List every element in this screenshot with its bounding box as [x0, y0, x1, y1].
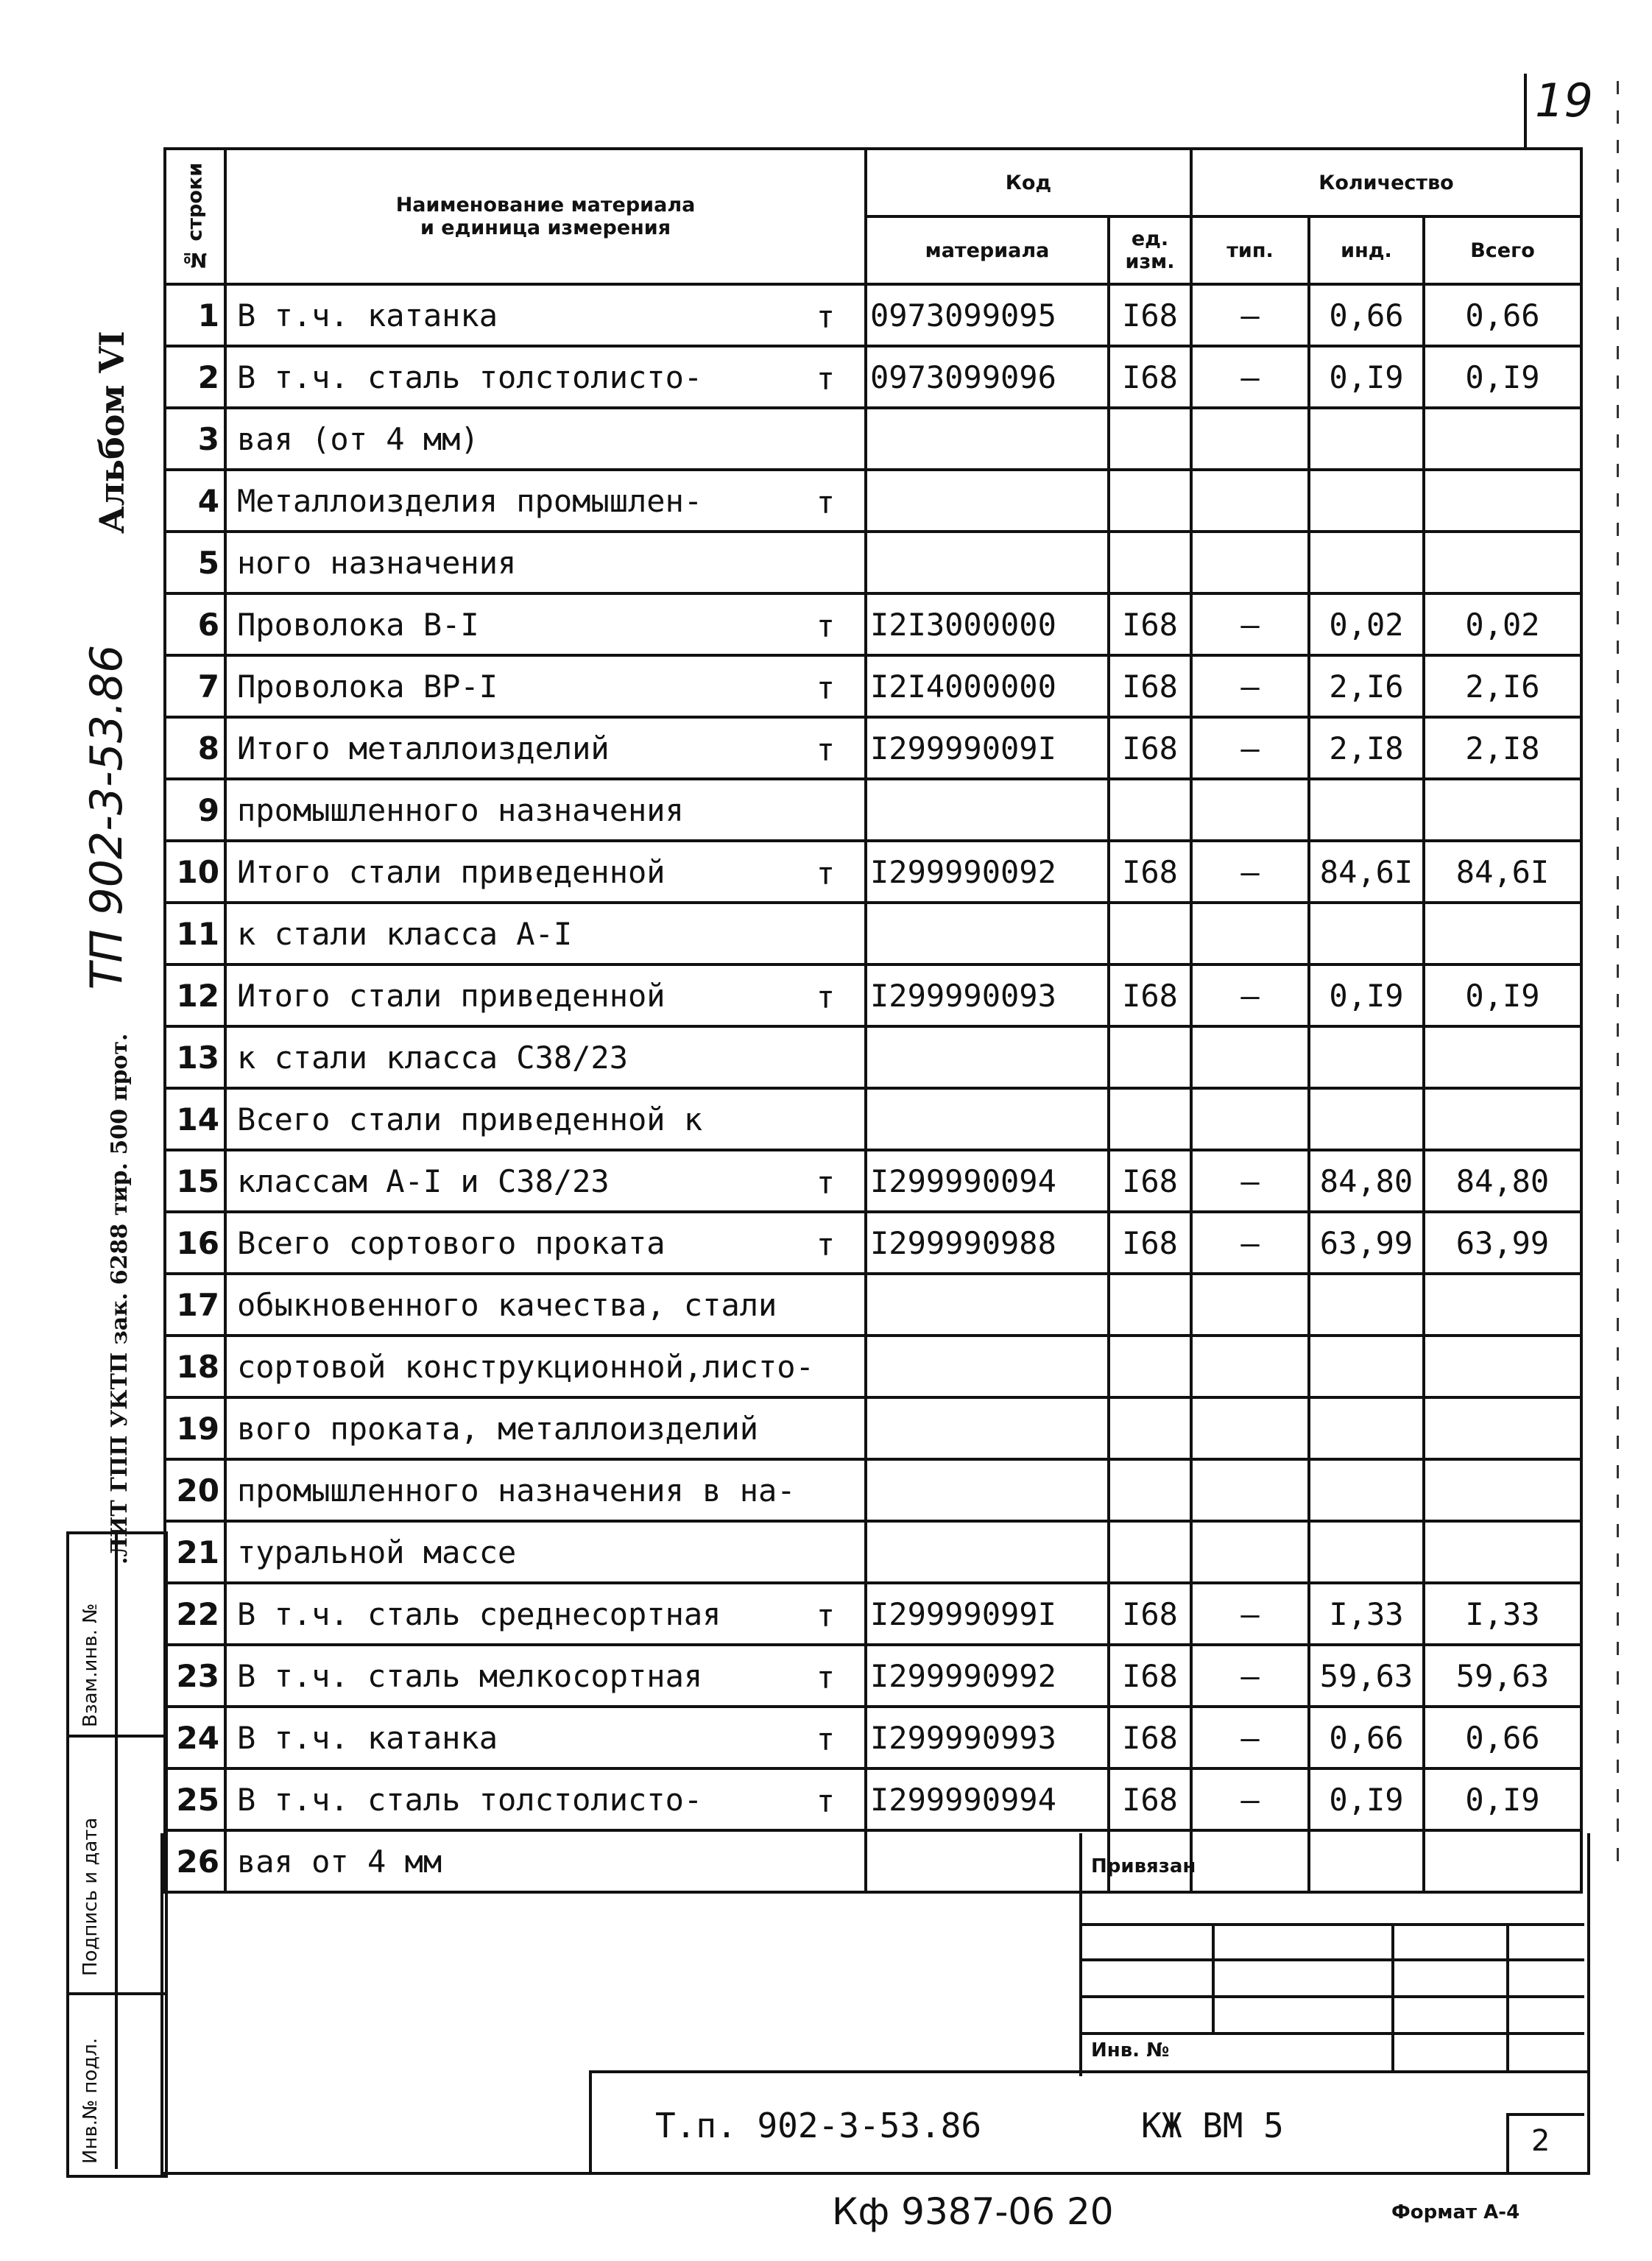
table-row: [165, 1274, 1581, 1336]
row-unit-code: [1109, 1274, 1191, 1336]
row-number: 12: [165, 964, 225, 1026]
row-qty-ind: [1309, 1088, 1424, 1150]
row-unit-code: I68: [1109, 1645, 1191, 1707]
material-unit: т: [816, 1227, 835, 1263]
stamp-divider: [69, 1735, 165, 1738]
row-qty-typ: [1191, 408, 1309, 470]
row-material-name: [225, 1026, 866, 1088]
row-qty-ind: [1309, 1521, 1424, 1583]
header-code-unit: ед. изм.: [1109, 216, 1191, 284]
row-number: 13: [165, 1026, 225, 1088]
row-material-name: [225, 1459, 866, 1521]
row-material-code: [866, 470, 1109, 532]
table-row: [165, 532, 1581, 593]
row-number: 22: [165, 1583, 225, 1645]
row-material-code: I299990992: [866, 1645, 1109, 1707]
privyazan-label: Привязан: [1091, 1855, 1196, 1877]
row-qty-typ: –: [1191, 655, 1309, 717]
row-number: 3: [165, 408, 225, 470]
row-qty-total: [1424, 1397, 1581, 1459]
row-unit-code: I68: [1109, 593, 1191, 655]
row-material-code: I2I4000000: [866, 655, 1109, 717]
material-name-text: промышленного назначения в на-: [237, 1472, 796, 1509]
material-unit: т: [816, 484, 835, 521]
row-qty-ind: [1309, 1397, 1424, 1459]
row-unit-code: [1109, 1026, 1191, 1088]
row-material-name: [225, 1336, 866, 1397]
row-number: 26: [165, 1830, 225, 1892]
document-code: Т.п. 902-3-53.86: [655, 2106, 982, 2145]
material-name-text: обыкновенного качества, стали: [237, 1286, 777, 1323]
row-material-name: [225, 1707, 866, 1768]
row-number: 1: [165, 284, 225, 346]
row-material-code: I299990988: [866, 1212, 1109, 1274]
row-qty-typ: –: [1191, 1768, 1309, 1830]
table-row: [165, 841, 1581, 903]
row-material-code: [866, 1026, 1109, 1088]
row-qty-total: [1424, 1026, 1581, 1088]
material-name-text: Металлоизделия промышлен-: [237, 482, 703, 519]
header-code-material: материала: [866, 216, 1109, 284]
row-material-name: [225, 1397, 866, 1459]
row-qty-total: [1424, 1088, 1581, 1150]
row-qty-ind: [1309, 532, 1424, 593]
row-material-code: I299990093: [866, 964, 1109, 1026]
row-number: 25: [165, 1768, 225, 1830]
row-qty-typ: [1191, 779, 1309, 841]
material-unit: т: [816, 299, 835, 335]
footer-format: Формат А-4: [1391, 2201, 1520, 2223]
row-qty-typ: –: [1191, 593, 1309, 655]
row-qty-ind: 0,02: [1309, 593, 1424, 655]
row-qty-ind: [1309, 470, 1424, 532]
row-material-name: [225, 346, 866, 408]
table-row: [165, 655, 1581, 717]
table-row: [165, 1768, 1581, 1830]
row-material-name: [225, 841, 866, 903]
row-unit-code: [1109, 408, 1191, 470]
row-qty-ind: [1309, 408, 1424, 470]
row-qty-typ: [1191, 1336, 1309, 1397]
stamp-divider: [69, 1992, 165, 1995]
row-material-name: [225, 1088, 866, 1150]
material-name-text: Итого стали приведенной: [237, 977, 666, 1014]
row-qty-ind: 0,I9: [1309, 346, 1424, 408]
row-qty-typ: [1191, 532, 1309, 593]
row-qty-ind: 2,I8: [1309, 717, 1424, 779]
row-qty-total: [1424, 470, 1581, 532]
material-unit: т: [816, 608, 835, 644]
row-qty-ind: 0,66: [1309, 1707, 1424, 1768]
row-qty-total: [1424, 779, 1581, 841]
material-name-text: Всего сортового проката: [237, 1224, 666, 1261]
material-name-text: туральной массе: [237, 1534, 517, 1570]
row-unit-code: I68: [1109, 1583, 1191, 1645]
row-material-code: I299990994: [866, 1768, 1109, 1830]
row-number: 20: [165, 1459, 225, 1521]
row-unit-code: I68: [1109, 841, 1191, 903]
row-qty-total: 0,02: [1424, 593, 1581, 655]
row-material-name: [225, 779, 866, 841]
row-qty-ind: 2,I6: [1309, 655, 1424, 717]
row-qty-total: 59,63: [1424, 1645, 1581, 1707]
row-material-code: [866, 1088, 1109, 1150]
row-material-name: [225, 1521, 866, 1583]
row-unit-code: [1109, 1459, 1191, 1521]
material-unit: т: [816, 1783, 835, 1819]
project-stamp: ТП 902-3-53.86: [81, 644, 133, 990]
row-number: 4: [165, 470, 225, 532]
material-unit: т: [816, 1165, 835, 1201]
row-qty-ind: 0,I9: [1309, 1768, 1424, 1830]
material-unit: т: [816, 1721, 835, 1757]
row-qty-total: [1424, 532, 1581, 593]
row-material-code: [866, 532, 1109, 593]
row-material-name: [225, 1150, 866, 1212]
material-name-text: В т.ч. катанка: [237, 1719, 498, 1756]
row-material-name: [225, 655, 866, 717]
row-material-code: [866, 1274, 1109, 1336]
header-qty-total: Всего: [1424, 216, 1581, 284]
order-stamp: .ЛИТ ГПП УКТП зак. 6288 тир. 500 прот.: [107, 1033, 133, 1565]
table-row: [165, 1026, 1581, 1088]
material-name-text: В т.ч. сталь толстолисто-: [237, 359, 703, 395]
row-unit-code: [1109, 1088, 1191, 1150]
stamp-sign-date: Подпись и дата: [80, 1817, 102, 1976]
row-material-code: I299990092: [866, 841, 1109, 903]
row-qty-total: [1424, 1521, 1581, 1583]
material-name-text: сортовой конструкционной,листо-: [237, 1348, 814, 1385]
row-qty-total: 84,80: [1424, 1150, 1581, 1212]
specification-table: [163, 147, 1583, 1894]
row-qty-typ: –: [1191, 1645, 1309, 1707]
row-number: 5: [165, 532, 225, 593]
table-row: [165, 903, 1581, 964]
row-qty-total: 0,I9: [1424, 346, 1581, 408]
material-name-text: Проволока ВР-I: [237, 668, 498, 705]
material-unit: т: [816, 1598, 835, 1634]
document-mark: КЖ ВМ 5: [1141, 2106, 1284, 2145]
material-name-text: В т.ч. сталь мелкосортная: [237, 1657, 703, 1694]
row-material-name: [225, 1768, 866, 1830]
row-qty-typ: [1191, 1459, 1309, 1521]
row-unit-code: I68: [1109, 1150, 1191, 1212]
row-qty-typ: –: [1191, 1212, 1309, 1274]
row-qty-total: [1424, 903, 1581, 964]
row-number: 19: [165, 1397, 225, 1459]
row-qty-typ: –: [1191, 717, 1309, 779]
table-row: [165, 593, 1581, 655]
row-material-code: [866, 1459, 1109, 1521]
row-material-name: [225, 1645, 866, 1707]
row-material-code: I29999099I: [866, 1583, 1109, 1645]
row-material-name: [225, 964, 866, 1026]
row-qty-total: 0,66: [1424, 1707, 1581, 1768]
row-material-code: I299990094: [866, 1150, 1109, 1212]
header-code-group: Код: [866, 149, 1191, 216]
row-material-name: [225, 408, 866, 470]
specification-body: [165, 284, 1581, 1892]
header-row-no: № строки: [165, 149, 225, 284]
row-qty-typ: [1191, 470, 1309, 532]
row-qty-ind: [1309, 1274, 1424, 1336]
row-number: 10: [165, 841, 225, 903]
material-unit: т: [816, 670, 835, 706]
material-unit: т: [816, 361, 835, 397]
row-unit-code: [1109, 532, 1191, 593]
row-qty-ind: I,33: [1309, 1583, 1424, 1645]
row-qty-total: 84,6I: [1424, 841, 1581, 903]
row-qty-typ: [1191, 1521, 1309, 1583]
material-name-text: Итого стали приведенной: [237, 853, 666, 890]
row-number: 11: [165, 903, 225, 964]
table-row: [165, 964, 1581, 1026]
row-qty-ind: [1309, 1336, 1424, 1397]
row-qty-ind: 84,80: [1309, 1150, 1424, 1212]
table-row: [165, 1707, 1581, 1768]
material-name-text: ного назначения: [237, 544, 517, 581]
row-number: 15: [165, 1150, 225, 1212]
row-qty-total: 0,66: [1424, 284, 1581, 346]
sheet-box-left: [1506, 2113, 1509, 2172]
table-row: [165, 1521, 1581, 1583]
table-row: [165, 1212, 1581, 1274]
row-qty-typ: [1191, 1088, 1309, 1150]
row-unit-code: I68: [1109, 284, 1191, 346]
row-unit-code: I68: [1109, 346, 1191, 408]
row-material-code: 0973099095: [866, 284, 1109, 346]
table-row: [165, 1583, 1581, 1645]
table-row: [165, 1397, 1581, 1459]
material-name-text: Проволока В-I: [237, 606, 479, 643]
row-number: 16: [165, 1212, 225, 1274]
table-row: [165, 1459, 1581, 1521]
row-material-code: [866, 903, 1109, 964]
material-unit: т: [816, 856, 835, 892]
table-row: [165, 1150, 1581, 1212]
row-material-name: [225, 532, 866, 593]
row-number: 18: [165, 1336, 225, 1397]
title-grid-vline: [1391, 1923, 1394, 2070]
row-number: 6: [165, 593, 225, 655]
row-unit-code: I68: [1109, 655, 1191, 717]
row-number: 24: [165, 1707, 225, 1768]
row-material-code: [866, 1521, 1109, 1583]
material-name-text: В т.ч. катанка: [237, 297, 498, 334]
row-unit-code: [1109, 1521, 1191, 1583]
right-cut-line: [1617, 81, 1619, 1877]
material-unit: т: [816, 732, 835, 768]
table-row: [165, 717, 1581, 779]
row-material-code: I2I3000000: [866, 593, 1109, 655]
sheet-box-top: [1506, 2113, 1584, 2116]
material-name-text: Всего стали приведенной к: [237, 1101, 703, 1137]
row-qty-typ: [1191, 1397, 1309, 1459]
row-material-code: [866, 408, 1109, 470]
row-material-name: [225, 1212, 866, 1274]
row-qty-total: [1424, 1274, 1581, 1336]
row-number: 8: [165, 717, 225, 779]
row-qty-total: I,33: [1424, 1583, 1581, 1645]
row-material-name: [225, 903, 866, 964]
material-name-text: В т.ч. сталь среднесортная: [237, 1595, 721, 1632]
material-name-text: вая (от 4 мм): [237, 420, 479, 457]
material-name-text: к стали класса А-I: [237, 915, 573, 952]
left-approval-stamp: [66, 1531, 168, 2178]
row-material-code: [866, 1336, 1109, 1397]
inv-no-label: Инв. №: [1091, 2039, 1170, 2061]
row-qty-ind: 84,6I: [1309, 841, 1424, 903]
row-qty-ind: 0,66: [1309, 284, 1424, 346]
table-row: [165, 1645, 1581, 1707]
row-material-name: [225, 470, 866, 532]
row-qty-total: [1424, 1459, 1581, 1521]
footer-code: Кф 9387-06 20: [832, 2190, 1114, 2233]
table-row: [165, 1088, 1581, 1150]
stamp-inv-vzam: Взам.инв. №: [80, 1603, 102, 1727]
row-unit-code: [1109, 779, 1191, 841]
material-name-text: к стали класса С38/23: [237, 1039, 629, 1076]
row-unit-code: I68: [1109, 717, 1191, 779]
row-qty-ind: [1309, 1026, 1424, 1088]
header-qty-group: Количество: [1191, 149, 1581, 216]
row-qty-typ: –: [1191, 1150, 1309, 1212]
row-qty-typ: [1191, 1274, 1309, 1336]
row-material-code: I299990993: [866, 1707, 1109, 1768]
row-number: 14: [165, 1088, 225, 1150]
row-qty-ind: [1309, 1459, 1424, 1521]
table-row: [165, 470, 1581, 532]
row-number: 17: [165, 1274, 225, 1336]
row-unit-code: [1109, 1336, 1191, 1397]
row-material-name: [225, 284, 866, 346]
title-grid-vline: [1506, 1923, 1509, 2070]
row-qty-ind: 63,99: [1309, 1212, 1424, 1274]
row-unit-code: I68: [1109, 1212, 1191, 1274]
row-qty-total: 2,I8: [1424, 717, 1581, 779]
row-qty-typ: –: [1191, 964, 1309, 1026]
row-unit-code: I68: [1109, 964, 1191, 1026]
row-number: 21: [165, 1521, 225, 1583]
row-material-code: I29999009I: [866, 717, 1109, 779]
row-qty-ind: [1309, 779, 1424, 841]
material-name-text: вая от 4 мм: [237, 1843, 442, 1880]
row-material-code: [866, 779, 1109, 841]
row-material-code: [866, 1397, 1109, 1459]
row-qty-ind: 0,I9: [1309, 964, 1424, 1026]
row-material-name: [225, 1274, 866, 1336]
table-row: [165, 408, 1581, 470]
material-unit: т: [816, 1659, 835, 1696]
title-block-divider: [1079, 1833, 1082, 2076]
row-qty-ind: 59,63: [1309, 1645, 1424, 1707]
row-qty-total: [1424, 408, 1581, 470]
row-unit-code: I68: [1109, 1768, 1191, 1830]
row-unit-code: I68: [1109, 1707, 1191, 1768]
row-number: 7: [165, 655, 225, 717]
header-qty-typ: тип.: [1191, 216, 1309, 284]
page-number: 19: [1535, 74, 1593, 127]
row-qty-total: 63,99: [1424, 1212, 1581, 1274]
row-unit-code: [1109, 1397, 1191, 1459]
row-material-code: 0973099096: [866, 346, 1109, 408]
material-name-text: промышленного назначения: [237, 791, 684, 828]
row-number: 9: [165, 779, 225, 841]
title-grid-vline: [1212, 1923, 1215, 2034]
header-name: Наименование материала и единица измерения: [225, 149, 866, 284]
sheet-number: 2: [1531, 2124, 1550, 2158]
page-number-bar: [1524, 74, 1527, 147]
table-row: [165, 1336, 1581, 1397]
row-qty-total: [1424, 1336, 1581, 1397]
row-qty-typ: –: [1191, 841, 1309, 903]
table-row: [165, 284, 1581, 346]
row-qty-ind: [1309, 903, 1424, 964]
row-number: 23: [165, 1645, 225, 1707]
row-qty-typ: –: [1191, 346, 1309, 408]
material-name-text: вого проката, металлоизделий: [237, 1410, 759, 1447]
row-qty-typ: –: [1191, 1707, 1309, 1768]
material-name-text: В т.ч. сталь толстолисто-: [237, 1781, 703, 1818]
row-number: 2: [165, 346, 225, 408]
row-qty-typ: –: [1191, 1583, 1309, 1645]
row-material-name: [225, 593, 866, 655]
material-name-text: Итого металлоизделий: [237, 730, 610, 766]
row-qty-typ: [1191, 903, 1309, 964]
row-material-name: [225, 717, 866, 779]
stamp-inv-podl: Инв.№ подл.: [80, 2037, 102, 2164]
material-unit: т: [816, 979, 835, 1015]
row-qty-typ: [1191, 1026, 1309, 1088]
row-unit-code: [1109, 470, 1191, 532]
row-material-name: [225, 1583, 866, 1645]
header-qty-ind: инд.: [1309, 216, 1424, 284]
table-row: [165, 779, 1581, 841]
album-stamp: Альбом VI: [92, 331, 132, 534]
row-qty-total: 0,I9: [1424, 1768, 1581, 1830]
row-unit-code: [1109, 903, 1191, 964]
material-name-text: классам А-I и С38/23: [237, 1163, 610, 1199]
table-row: [165, 346, 1581, 408]
row-qty-typ: –: [1191, 284, 1309, 346]
row-qty-total: 2,I6: [1424, 655, 1581, 717]
row-qty-total: 0,I9: [1424, 964, 1581, 1026]
